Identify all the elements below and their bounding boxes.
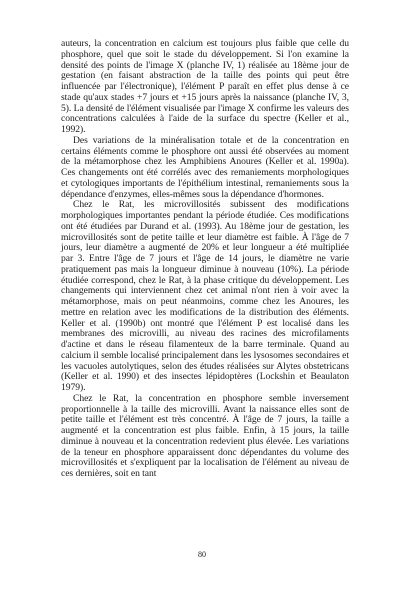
paragraph: Chez le Rat, la concentration en phosphore semble inversement proportionnelle à la taille des microvilli. Avant la naissance elles sont de petite taille et l'élément est très concentré. À l'âge de 7 jours, la taille a augmenté et la concentration est plus faible. Enfin, à 15 jours, la taille diminue à nouveau et la concentration redevient plus élevée. Les variations de la teneur en phosphore apparaissent donc dépendantes du volume des microvillosités et s'expliquent par la localisation de l'élément au niveau de ces dernières, soit en tant bbox=[61, 392, 349, 479]
page-number: 80 bbox=[198, 550, 206, 559]
paragraph: Chez le Rat, les microvillosités subissent des modifications morphologiques importantes pendant la période étudiée. Ces modifications ont été étudiées par Durand et al. (1993). Au 18ème jour de gestation, les microvillosités sont de petite taille et leur diamètre est faible. À l'âge de 7 jours, leur diamètre a augmenté de 20% et leur longueur a été multipliée par 3. Entre l'âge de 7 jours et l'âge de 14 jours, le diamètre ne varie pratiquement pas mais la longueur diminue à nouveau (10%). La période étudiée correspond, chez le Rat, à la phase critique du développement. Les changements qui interviennent chez cet animal n'ont rien à voir avec la métamorphose, mais on peut néanmoins, comme chez les Anoures, les mettre en relation avec les modifications de la distribution des éléments. Keller et al. (1990b) ont montré que l'élément P est localisé dans les membranes des microvilli, au niveau des racines des microfilaments d'actine et dans le réseau filamenteux de la barre terminale. Quand au calcium il semble localisé principalement dans les lysosomes secondaires et les vacuoles autolytiques, selon des études réalisées sur Alytes obstetricans (Keller et al. 1990) et des insectes lépidoptères (Lockshin et Beaulaton 1979). bbox=[61, 199, 349, 393]
paragraph: auteurs, la concentration en calcium est toujours plus faible que celle du phosphore, quel que soit le stade du développement. Si l'on examine la densité des points de l'image X (planche IV, 1) réalisée au 18ème jour de gestation (en faisant abstraction de la taille des points qui peut être influencée par l'électronique), l'élément P paraît en effet plus dense à ce stade qu'aux stades +7 jours et +15 jours après la naissance (planche IV, 3, 5). La densité de l'élément visualisée par l'image X confirme les valeurs des concentrations calculées à l'aide de la surface du spectre (Keller et al., 1992). bbox=[61, 38, 349, 135]
paragraph: Des variations de la minéralisation totale et de la concentration en certains éléments comme le phosphore ont aussi été observées au moment de la métamorphose chez les Amphibiens Anoures (Keller et al. 1990a). Ces changements ont été corrélés avec des remaniements morphologiques et cytologiques importants de l'épithélium intestinal, remaniements sous la dépendance d'enzymes, elles-mêmes sous la dépendance d'hormones. bbox=[61, 134, 349, 200]
body-text bbox=[61, 39, 349, 480]
